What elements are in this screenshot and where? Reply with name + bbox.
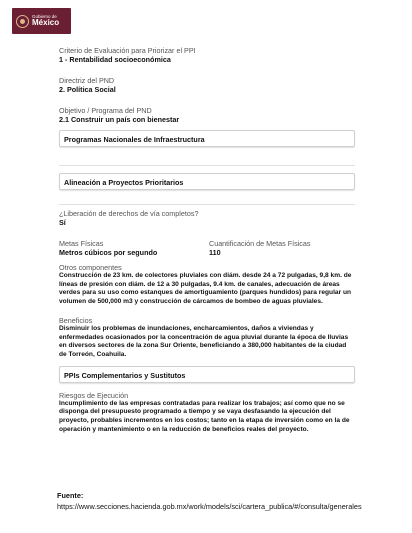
criterio-field: [59, 46, 355, 64]
metas-value: Metros cúbicos por segundo: [59, 248, 158, 257]
otros-value: Construcción de 23 km. de colectores pluviales con diám. desde 24 a 72 pulgadas, 9,8 km. de líneas de presión con diám. de 12 a 30 pulgadas, 9.4 km. de canales, adecuación de áreas verdes para su uso como estanques de amortiguamiento (parques hundidos) para regular un volumen de 500,000 m3 y construcción de cárcamos de bombeo de aguas pluviales.: [59, 272, 352, 306]
seal-icon: [16, 15, 29, 28]
objetivo-field: [59, 106, 355, 124]
directriz-field: [59, 76, 355, 94]
fuente-label-line: Fuente:: [57, 491, 84, 500]
section-divider: [59, 165, 355, 166]
logo-text: Gobierno de México: [32, 13, 60, 28]
criterio-value: 1 - Rentabilidad socioeconómica: [59, 55, 171, 64]
cuantificacion-label: Cuantificación de Metas Físicas: [209, 239, 311, 248]
cuantificacion-field: [209, 239, 310, 257]
fuente-url[interactable]: https://www.secciones.hacienda.gob.mx/work/models/sci/cartera_publica/#/consulta/generales: [57, 502, 362, 511]
section-divider: [59, 204, 355, 205]
beneficios-label: Beneficios: [59, 315, 93, 325]
otros-label: Otros componentes: [59, 263, 122, 272]
metas-label: Metas Físicas: [59, 239, 104, 248]
liberacion-label: ¿Liberación de derechos de vía completos?: [59, 209, 199, 218]
riesgos-label: Riesgos de Ejecución: [59, 390, 129, 400]
beneficios-value: Disminuir los problemas de inundaciones, encharcamientos, daños a viviendas y enfermedades ocasionados por la concentración de agua pluvial durante la época de lluvias en diversos sectores de la zona Sur Oriente, beneficiando a 380,000 habitantes de la ciudad de Torreón, Coahuila.: [59, 324, 349, 358]
objetivo-value: 2.1 Construir un país con bienestar: [59, 115, 180, 124]
directriz-value: 2. Política Social: [59, 85, 116, 94]
riesgos-field: [59, 391, 355, 435]
programas-section-header[interactable]: Programas Nacionales de Infraestructura: [59, 130, 355, 147]
otros-field: [59, 263, 355, 307]
fuente-label: Fuente: [57, 491, 81, 500]
fuente-block: [57, 490, 362, 512]
metas-row: [59, 239, 355, 257]
metas-field: [59, 239, 209, 257]
beneficios-field: [59, 316, 355, 360]
directriz-label: Directriz del PND: [59, 76, 115, 85]
objetivo-label: Objetivo / Programa del PND: [59, 106, 152, 115]
project-details: [59, 46, 355, 443]
cuantificacion-value: 110: [209, 248, 221, 257]
gobierno-logo: [12, 8, 71, 34]
alineacion-section-header[interactable]: Alineación a Proyectos Prioritarios: [59, 173, 355, 190]
ppis-section-header[interactable]: PPIs Complementarios y Sustitutos: [59, 366, 355, 383]
liberacion-value: Sí: [59, 218, 66, 227]
criterio-label: Criterio de Evaluación para Priorizar el PPI: [59, 46, 196, 55]
riesgos-value: Incumplimiento de las empresas contratadas para realizar los trabajos; así como que no se disponga del presupuesto programado a tiempo y se vaya desfasando la ejecución del proyecto, probables incrementos en los costos; tanto en la etapa de inversión como en la de operación y mantenimiento o en la reducción de beneficios reales del proyecto.: [59, 399, 350, 433]
liberacion-field: [59, 209, 355, 227]
